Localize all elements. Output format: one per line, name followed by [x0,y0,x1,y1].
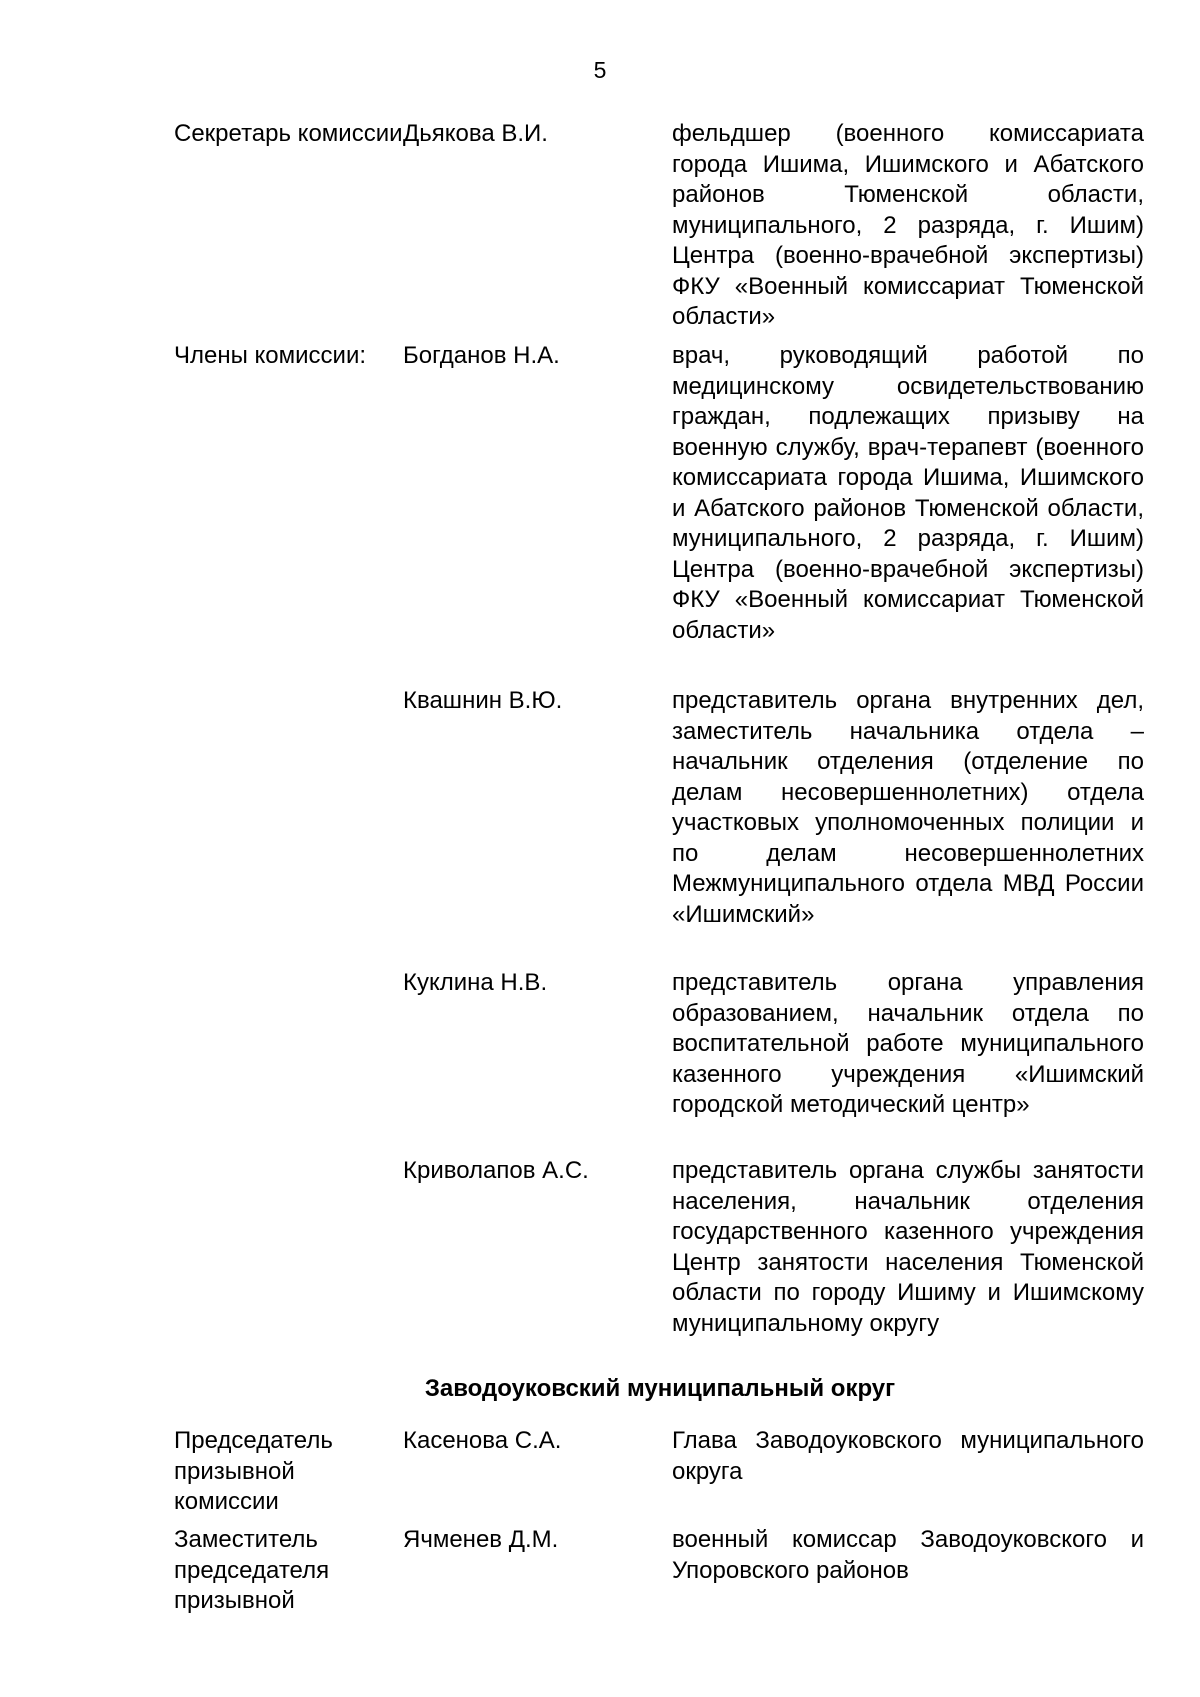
page-number: 5 [593,57,607,83]
member-name: Ячменев Д.М. [403,1526,559,1553]
role-label: Заместитель председателя призывной [174,1526,330,1614]
member-description: представитель органа внутренних дел, заместитель начальника отдела – начальник отделения (отделение по делам несовершеннолетних) отдела участковых уполномоченных полиции и по делам несовершеннолетних Межмуниципального отдела МВД России «Ишимский» [672,687,1144,928]
member-description: представитель органа службы занятости населения, начальник отделения государственного казенного учреждения Центр занятости населения Тюменской области по городу Ишиму и Ишимскому муниципальному округу [672,1157,1144,1337]
member-name: Квашнин В.Ю. [403,687,563,714]
role-label: Секретарь комиссии [174,120,403,147]
member-description: Глава Заводоуковского муниципального округа [672,1427,1144,1485]
section-heading [0,1374,1200,1404]
member-description: военный комиссар Заводоуковского и Упоровского районов [672,1526,1144,1584]
member-name: Криволапов А.С. [403,1157,589,1184]
role-label: Члены комиссии: [174,342,367,369]
member-name: Касенова С.А. [403,1427,562,1454]
member-name: Куклина Н.В. [403,969,548,996]
section-heading-text: Заводоуковский муниципальный округ [424,1375,896,1402]
member-name: Дьякова В.И. [403,120,548,147]
member-name: Богданов Н.А. [403,342,560,369]
member-description: врач, руководящий работой по медицинскому освидетельствованию граждан, подлежащих призыву на военную службу, врач-терапевт (военного комиссариата города Ишима, Ишимского и Абатского районов Тюменской области, муниципального, 2 разряда, г. Ишим) Центра (военно-врачебной экспертизы) ФКУ «Военный комиссариат Тюменской области» [672,342,1144,644]
member-description: представитель органа управления образованием, начальник отдела по воспитательной работе муниципального казенного учреждения «Ишимский городской методический центр» [672,969,1144,1118]
member-description: фельдшер (военного комиссариата города Ишима, Ишимского и Абатского районов Тюменской области, муниципального, 2 разряда, г. Ишим) Центра (военно-врачебной экспертизы) ФКУ «Военный комиссариат Тюменской области» [672,120,1144,330]
role-label: Председатель призывной комиссии [174,1427,333,1515]
